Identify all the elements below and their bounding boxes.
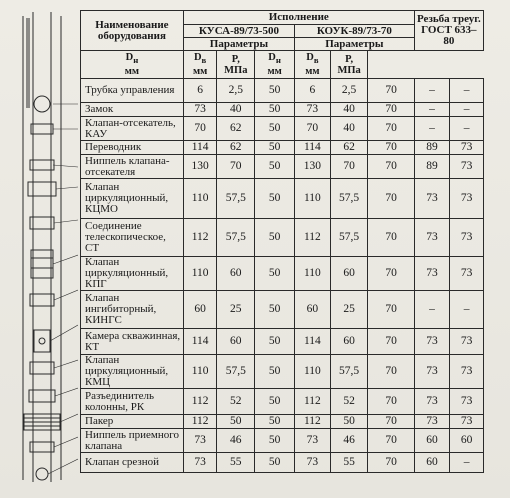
equipment-name: Переводник bbox=[81, 141, 184, 155]
value-cell: 73 bbox=[450, 141, 484, 155]
value-cell: 73 bbox=[295, 453, 331, 473]
value-cell: 50 bbox=[255, 453, 295, 473]
equipment-name: Разъединитель колонны, РК bbox=[81, 389, 184, 415]
table-row bbox=[81, 415, 484, 429]
value-cell: 73 bbox=[183, 429, 217, 453]
value-cell: 55 bbox=[217, 453, 255, 473]
equipment-name: Замок bbox=[81, 103, 184, 117]
value-cell: 50 bbox=[255, 117, 295, 141]
value-cell: 57,5 bbox=[217, 219, 255, 257]
value-cell: 50 bbox=[330, 415, 368, 429]
param-dv-header: $D_в$ мм bbox=[295, 51, 331, 79]
param-p-header: P, МПа bbox=[330, 51, 368, 79]
value-cell: 73 bbox=[183, 103, 217, 117]
value-cell: 110 bbox=[295, 257, 331, 291]
params-header-2: Параметры bbox=[295, 38, 415, 51]
value-cell: 73 bbox=[414, 415, 450, 429]
value-cell: 73 bbox=[295, 103, 331, 117]
value-cell: 70 bbox=[368, 155, 414, 179]
value-cell: 89 bbox=[414, 141, 450, 155]
value-cell: 50 bbox=[255, 291, 295, 329]
value-cell: 73 bbox=[450, 415, 484, 429]
value-cell: 2,5 bbox=[217, 79, 255, 103]
value-cell: 73 bbox=[414, 219, 450, 257]
equipment-name: Камера скважинная, КТ bbox=[81, 329, 184, 355]
thread-header: Резьба треуг. ГОСТ 633–80 bbox=[414, 11, 483, 51]
value-cell: 50 bbox=[255, 389, 295, 415]
value-cell: 73 bbox=[450, 155, 484, 179]
value-cell: 50 bbox=[217, 415, 255, 429]
value-cell: 110 bbox=[295, 179, 331, 219]
value-cell: 62 bbox=[217, 141, 255, 155]
value-cell: 62 bbox=[217, 117, 255, 141]
value-cell: 60 bbox=[330, 257, 368, 291]
value-cell: 57,5 bbox=[217, 355, 255, 389]
value-cell: 114 bbox=[295, 329, 331, 355]
value-cell: 70 bbox=[368, 219, 414, 257]
value-cell: 25 bbox=[330, 291, 368, 329]
well-equipment-schematic-icon bbox=[6, 12, 78, 487]
value-cell: 112 bbox=[295, 389, 331, 415]
value-cell: 50 bbox=[255, 219, 295, 257]
value-cell: 57,5 bbox=[330, 219, 368, 257]
value-cell: 50 bbox=[255, 141, 295, 155]
value-cell: – bbox=[414, 79, 450, 103]
value-cell: 73 bbox=[414, 179, 450, 219]
value-cell: 114 bbox=[183, 329, 217, 355]
value-cell: 130 bbox=[183, 155, 217, 179]
value-cell: 70 bbox=[368, 415, 414, 429]
table-row bbox=[81, 429, 484, 453]
value-cell: 70 bbox=[368, 329, 414, 355]
value-cell: 50 bbox=[255, 79, 295, 103]
value-cell: 114 bbox=[183, 141, 217, 155]
value-cell: 70 bbox=[217, 155, 255, 179]
value-cell: 60 bbox=[414, 453, 450, 473]
value-cell: 46 bbox=[330, 429, 368, 453]
table-row bbox=[81, 453, 484, 473]
value-cell: 25 bbox=[217, 291, 255, 329]
value-cell: 62 bbox=[330, 141, 368, 155]
value-cell: 73 bbox=[450, 257, 484, 291]
value-cell: 57,5 bbox=[330, 179, 368, 219]
value-cell: 73 bbox=[414, 257, 450, 291]
value-cell: 73 bbox=[414, 329, 450, 355]
table-row bbox=[81, 79, 484, 103]
value-cell: – bbox=[414, 103, 450, 117]
equipment-name: Клапан циркуляционный, КПГ bbox=[81, 257, 184, 291]
value-cell: 52 bbox=[217, 389, 255, 415]
equipment-name: Ниппель клапана-отсекателя bbox=[81, 155, 184, 179]
value-cell: – bbox=[450, 117, 484, 141]
value-cell: 50 bbox=[255, 429, 295, 453]
value-cell: 70 bbox=[368, 79, 414, 103]
value-cell: 73 bbox=[450, 355, 484, 389]
table-row bbox=[81, 141, 484, 155]
equipment-name: Трубка управления bbox=[81, 79, 184, 103]
value-cell: 40 bbox=[330, 117, 368, 141]
value-cell: 60 bbox=[414, 429, 450, 453]
value-cell: 70 bbox=[368, 429, 414, 453]
equipment-name: Пакер bbox=[81, 415, 184, 429]
value-cell: 73 bbox=[450, 179, 484, 219]
equipment-name: Клапан срезной bbox=[81, 453, 184, 473]
value-cell: – bbox=[414, 291, 450, 329]
value-cell: 73 bbox=[414, 355, 450, 389]
equipment-name: Клапан циркуляционный, КЦМО bbox=[81, 179, 184, 219]
value-cell: 60 bbox=[450, 429, 484, 453]
param-dn-header: $D_н$ мм bbox=[255, 51, 295, 79]
value-cell: 70 bbox=[368, 389, 414, 415]
table-row bbox=[81, 219, 484, 257]
variant-kouk-header: КОУК-89/73-70 bbox=[295, 25, 415, 38]
value-cell: 73 bbox=[450, 329, 484, 355]
variant-kusa-header: КУСА-89/73-500 bbox=[183, 25, 294, 38]
table-row bbox=[81, 155, 484, 179]
table-row bbox=[81, 329, 484, 355]
value-cell: 40 bbox=[217, 103, 255, 117]
value-cell: 52 bbox=[330, 389, 368, 415]
value-cell: 50 bbox=[255, 103, 295, 117]
value-cell: 114 bbox=[295, 141, 331, 155]
value-cell: 112 bbox=[183, 389, 217, 415]
value-cell: 110 bbox=[183, 257, 217, 291]
value-cell: 70 bbox=[368, 179, 414, 219]
value-cell: 89 bbox=[414, 155, 450, 179]
equipment-name: Ниппель приемного клапана bbox=[81, 429, 184, 453]
value-cell: 70 bbox=[368, 355, 414, 389]
value-cell: 60 bbox=[295, 291, 331, 329]
value-cell: 70 bbox=[330, 155, 368, 179]
equipment-table bbox=[80, 10, 484, 473]
table-row bbox=[81, 355, 484, 389]
value-cell: 55 bbox=[330, 453, 368, 473]
param-p-header: P, МПа bbox=[217, 51, 255, 79]
value-cell: 50 bbox=[255, 257, 295, 291]
value-cell: 110 bbox=[183, 355, 217, 389]
value-cell: 50 bbox=[255, 179, 295, 219]
value-cell: 112 bbox=[295, 219, 331, 257]
value-cell: 130 bbox=[295, 155, 331, 179]
value-cell: – bbox=[414, 117, 450, 141]
value-cell: 40 bbox=[330, 103, 368, 117]
value-cell: 50 bbox=[255, 355, 295, 389]
value-cell: 73 bbox=[295, 429, 331, 453]
value-cell: 73 bbox=[450, 389, 484, 415]
value-cell: 57,5 bbox=[330, 355, 368, 389]
value-cell: 73 bbox=[450, 219, 484, 257]
variants-header: Исполнение bbox=[183, 11, 414, 25]
value-cell: 70 bbox=[368, 291, 414, 329]
value-cell: 70 bbox=[368, 103, 414, 117]
param-dn-header: $D_н$ мм bbox=[81, 51, 184, 79]
value-cell: 70 bbox=[368, 453, 414, 473]
value-cell: 50 bbox=[255, 329, 295, 355]
value-cell: 70 bbox=[368, 117, 414, 141]
value-cell: 112 bbox=[183, 219, 217, 257]
value-cell: 46 bbox=[217, 429, 255, 453]
table-row bbox=[81, 291, 484, 329]
value-cell: 60 bbox=[217, 329, 255, 355]
value-cell: 110 bbox=[295, 355, 331, 389]
value-cell: 6 bbox=[183, 79, 217, 103]
value-cell: 112 bbox=[183, 415, 217, 429]
equipment-name: Соединение телескопическое, СТ bbox=[81, 219, 184, 257]
value-cell: 60 bbox=[217, 257, 255, 291]
table-row bbox=[81, 179, 484, 219]
value-cell: 6 bbox=[295, 79, 331, 103]
value-cell: 50 bbox=[255, 155, 295, 179]
table-body bbox=[81, 79, 484, 473]
value-cell: 2,5 bbox=[330, 79, 368, 103]
value-cell: 70 bbox=[368, 141, 414, 155]
table-row bbox=[81, 389, 484, 415]
value-cell: 50 bbox=[255, 415, 295, 429]
value-cell: – bbox=[450, 453, 484, 473]
equipment-name: Клапан циркуляционный, КМЦ bbox=[81, 355, 184, 389]
table-row bbox=[81, 257, 484, 291]
value-cell: 70 bbox=[183, 117, 217, 141]
value-cell: 70 bbox=[295, 117, 331, 141]
value-cell: 73 bbox=[414, 389, 450, 415]
value-cell: – bbox=[450, 103, 484, 117]
value-cell: 110 bbox=[183, 179, 217, 219]
param-dv-header: $D_в$ мм bbox=[183, 51, 217, 79]
value-cell: 60 bbox=[330, 329, 368, 355]
equipment-name-header: Наименование оборудования bbox=[81, 11, 184, 51]
table-row bbox=[81, 117, 484, 141]
value-cell: 57,5 bbox=[217, 179, 255, 219]
value-cell: 73 bbox=[183, 453, 217, 473]
value-cell: – bbox=[450, 291, 484, 329]
param-row bbox=[81, 51, 484, 79]
equipment-name: Клапан-отсекатель, КАУ bbox=[81, 117, 184, 141]
value-cell: 112 bbox=[295, 415, 331, 429]
table-row bbox=[81, 103, 484, 117]
value-cell: 70 bbox=[368, 257, 414, 291]
value-cell: – bbox=[450, 79, 484, 103]
equipment-name: Клапан ингибиторный, КИНГС bbox=[81, 291, 184, 329]
params-header-1: Параметры bbox=[183, 38, 294, 51]
value-cell: 60 bbox=[183, 291, 217, 329]
